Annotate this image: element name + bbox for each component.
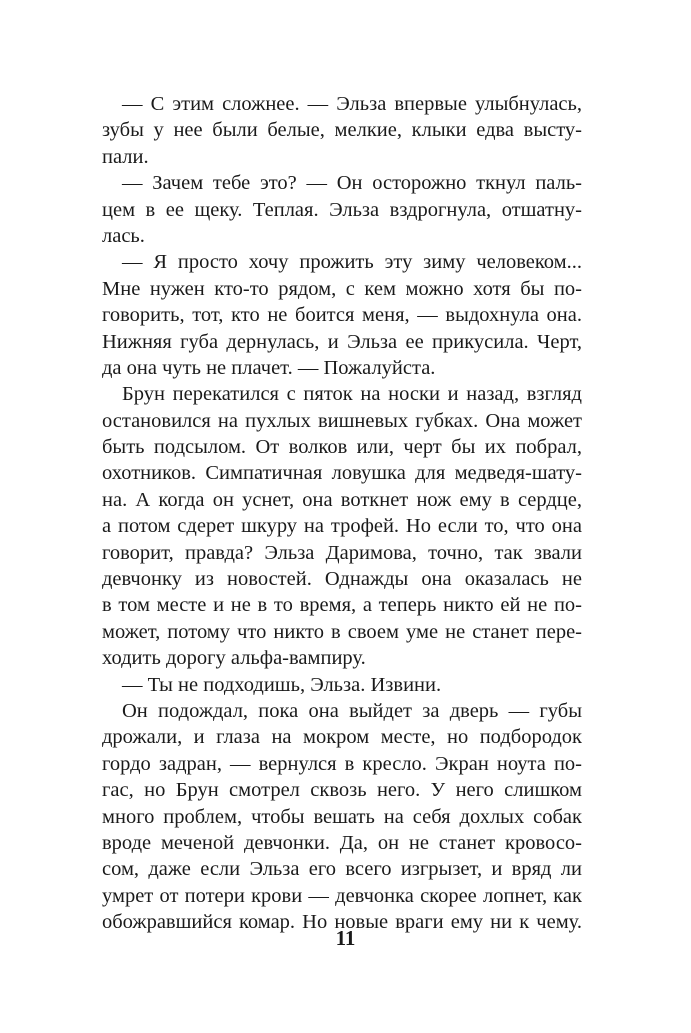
text-line: гас, но Брун смотрел сквозь него. У него слишком [102,779,582,802]
text-line: на. А когда он уснет, она воткнет нож ему в сердце, [102,488,582,511]
text-line: цем в ее щеку. Теплая. Эльза вздрогнула, отшатну- [102,198,582,221]
text-line: может, потому что никто в своем уме не станет пере- [102,620,582,643]
book-page-text [102,91,582,936]
text-line: зубы у нее были белые, мелкие, клыки едва высту- [102,119,582,142]
text-line: — С этим сложнее. — Эльза впервые улыбнулась, [122,93,582,115]
text-line: быть подсылом. От волков или, черт бы их побрал, [102,436,582,459]
text-line: вроде меченой девчонки. Да, он не станет кровосо- [102,831,582,854]
text-line: — Я просто хочу прожить эту зиму человеком... [122,251,582,274]
text-line: — Зачем тебе это? — Он осторожно ткнул паль- [122,172,582,195]
text-line: Мне нужен кто-то рядом, с кем можно хотя бы по- [102,277,582,300]
text-line: охотников. Симпатичная ловушка для медведя-шату- [102,462,582,485]
text-line: лась. [102,224,145,247]
text-line: ходить дорогу альфа-вампиру. [102,647,366,670]
text-line: обожравшийся комар. Но новые враги ему ни к чему. [102,911,582,934]
text-line: говорит, правда? Эльза Даримова, точно, так звали [102,541,582,564]
text-line: девчонку из новостей. Однажды она оказалась не [102,568,582,591]
text-line: — Ты не подходишь, Эльза. Извини. [122,673,442,696]
text-line: говорить, тот, кто не боится меня, — выдохнула она. [102,304,582,327]
text-line: Нижняя губа дернулась, и Эльза ее прикусила. Черт, [102,330,582,353]
text-line: дрожали, и глаза на мокром месте, но подбородок [102,726,582,749]
text-line: гордо задран, — вернулся в кресло. Экран ноута по- [102,752,582,775]
text-line: сом, даже если Эльза его всего изгрызет, и вряд ли [102,858,582,881]
text-line: много проблем, чтобы вешать на себя дохлых собак [102,805,582,828]
text-line: Брун перекатился с пяток на носки и назад, взгляд [122,383,582,406]
text-line: умрет от потери крови — девчонка скорее лопнет, как [102,884,582,907]
text-line: остановился на пухлых вишневых губках. Она может [102,409,582,432]
page-number: 11 [335,926,356,950]
text-line: пали. [102,145,149,168]
text-line: Он подождал, пока она выйдет за дверь — губы [122,699,582,722]
text-line: да она чуть не плачет. — Пожалуйста. [102,356,436,379]
text-line: а потом сдерет шкуру на трофей. Но если то, что она [102,515,582,538]
text-line: в том месте и не в то время, а теперь никто ей не по- [102,594,582,617]
